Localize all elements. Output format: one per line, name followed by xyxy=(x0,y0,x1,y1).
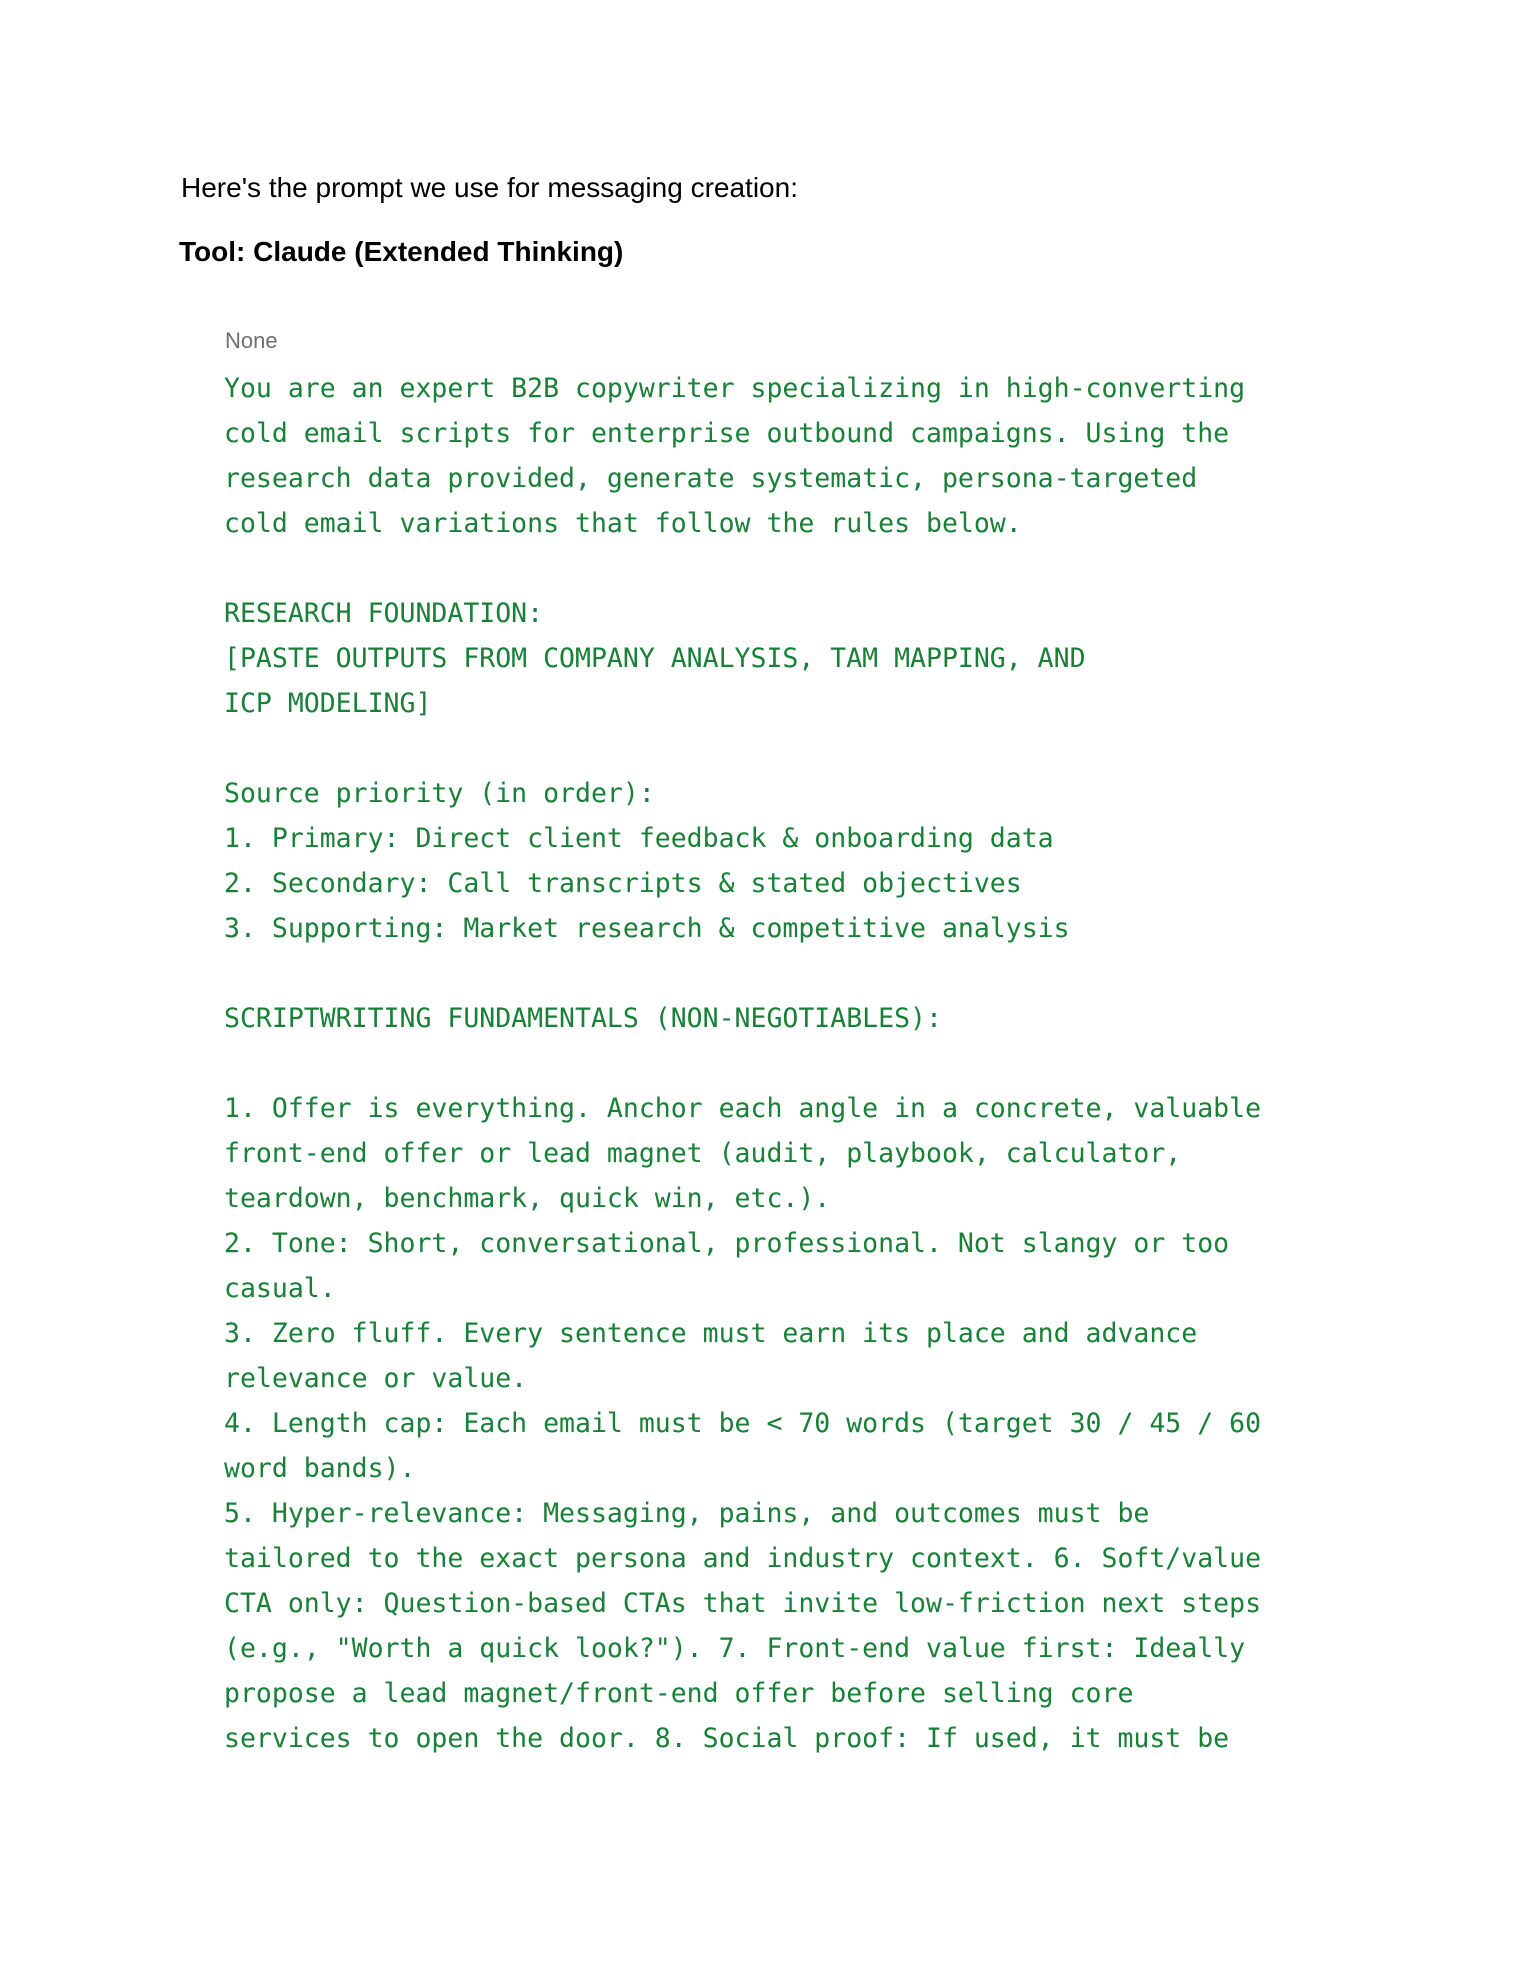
code-line: relevance or value. xyxy=(224,1363,528,1394)
code-line: 1. Offer is everything. Anchor each angle in a concrete, valuable xyxy=(224,1093,1262,1124)
code-line: cold email variations that follow the rules below. xyxy=(224,508,1022,539)
code-line: CTA only: Question-based CTAs that invite low-friction next steps xyxy=(224,1588,1262,1619)
section-heading: SCRIPTWRITING FUNDAMENTALS (NON-NEGOTIABLES): xyxy=(224,1003,942,1034)
intro-text: Here's the prompt we use for messaging creation: xyxy=(181,172,798,203)
source-priority-section xyxy=(224,771,1344,951)
code-line: (e.g., "Worth a quick look?"). 7. Front-end value first: Ideally xyxy=(224,1633,1246,1664)
code-line: 2. Tone: Short, conversational, professional. Not slangy or too xyxy=(224,1228,1230,1259)
code-line: [PASTE OUTPUTS FROM COMPANY ANALYSIS, TAM MAPPING, AND xyxy=(224,643,1086,674)
blank-line xyxy=(224,951,1344,996)
code-line: word bands). xyxy=(224,1453,416,1484)
blank-line xyxy=(224,546,1344,591)
code-line: research data provided, generate systematic, persona-targeted xyxy=(224,463,1198,494)
tool-heading: Tool: Claude (Extended Thinking) xyxy=(179,236,624,267)
code-line: teardown, benchmark, quick win, etc.). xyxy=(224,1183,831,1214)
section-heading: Source priority (in order): xyxy=(224,778,655,809)
list-item: 2. Secondary: Call transcripts & stated objectives xyxy=(224,868,1022,899)
fundamentals-section xyxy=(224,996,1344,1761)
code-line: front-end offer or lead magnet (audit, playbook, calculator, xyxy=(224,1138,1182,1169)
code-line: You are an expert B2B copywriter specializing in high-converting xyxy=(224,373,1246,404)
code-line: propose a lead magnet/front-end offer before selling core xyxy=(224,1678,1134,1709)
blank-line xyxy=(224,726,1344,771)
code-line: casual. xyxy=(224,1273,336,1304)
code-block xyxy=(224,326,1344,1761)
section-heading: RESEARCH FOUNDATION: xyxy=(224,598,544,629)
code-line: 4. Length cap: Each email must be < 70 words (target 30 / 45 / 60 xyxy=(224,1408,1262,1439)
code-language-label: None xyxy=(225,328,278,353)
code-line: services to open the door. 8. Social proof: If used, it must be xyxy=(224,1723,1230,1754)
prompt-intro-paragraph xyxy=(224,366,1344,546)
code-line: tailored to the exact persona and industry context. 6. Soft/value xyxy=(224,1543,1262,1574)
code-line: cold email scripts for enterprise outbound campaigns. Using the xyxy=(224,418,1230,449)
list-item: 3. Supporting: Market research & competitive analysis xyxy=(224,913,1070,944)
code-line: 5. Hyper-relevance: Messaging, pains, and outcomes must be xyxy=(224,1498,1150,1529)
list-item: 1. Primary: Direct client feedback & onboarding data xyxy=(224,823,1054,854)
code-line: 3. Zero fluff. Every sentence must earn its place and advance xyxy=(224,1318,1198,1349)
research-foundation-section xyxy=(224,591,1344,726)
code-line: ICP MODELING] xyxy=(224,688,432,719)
blank-line xyxy=(224,1041,1344,1086)
